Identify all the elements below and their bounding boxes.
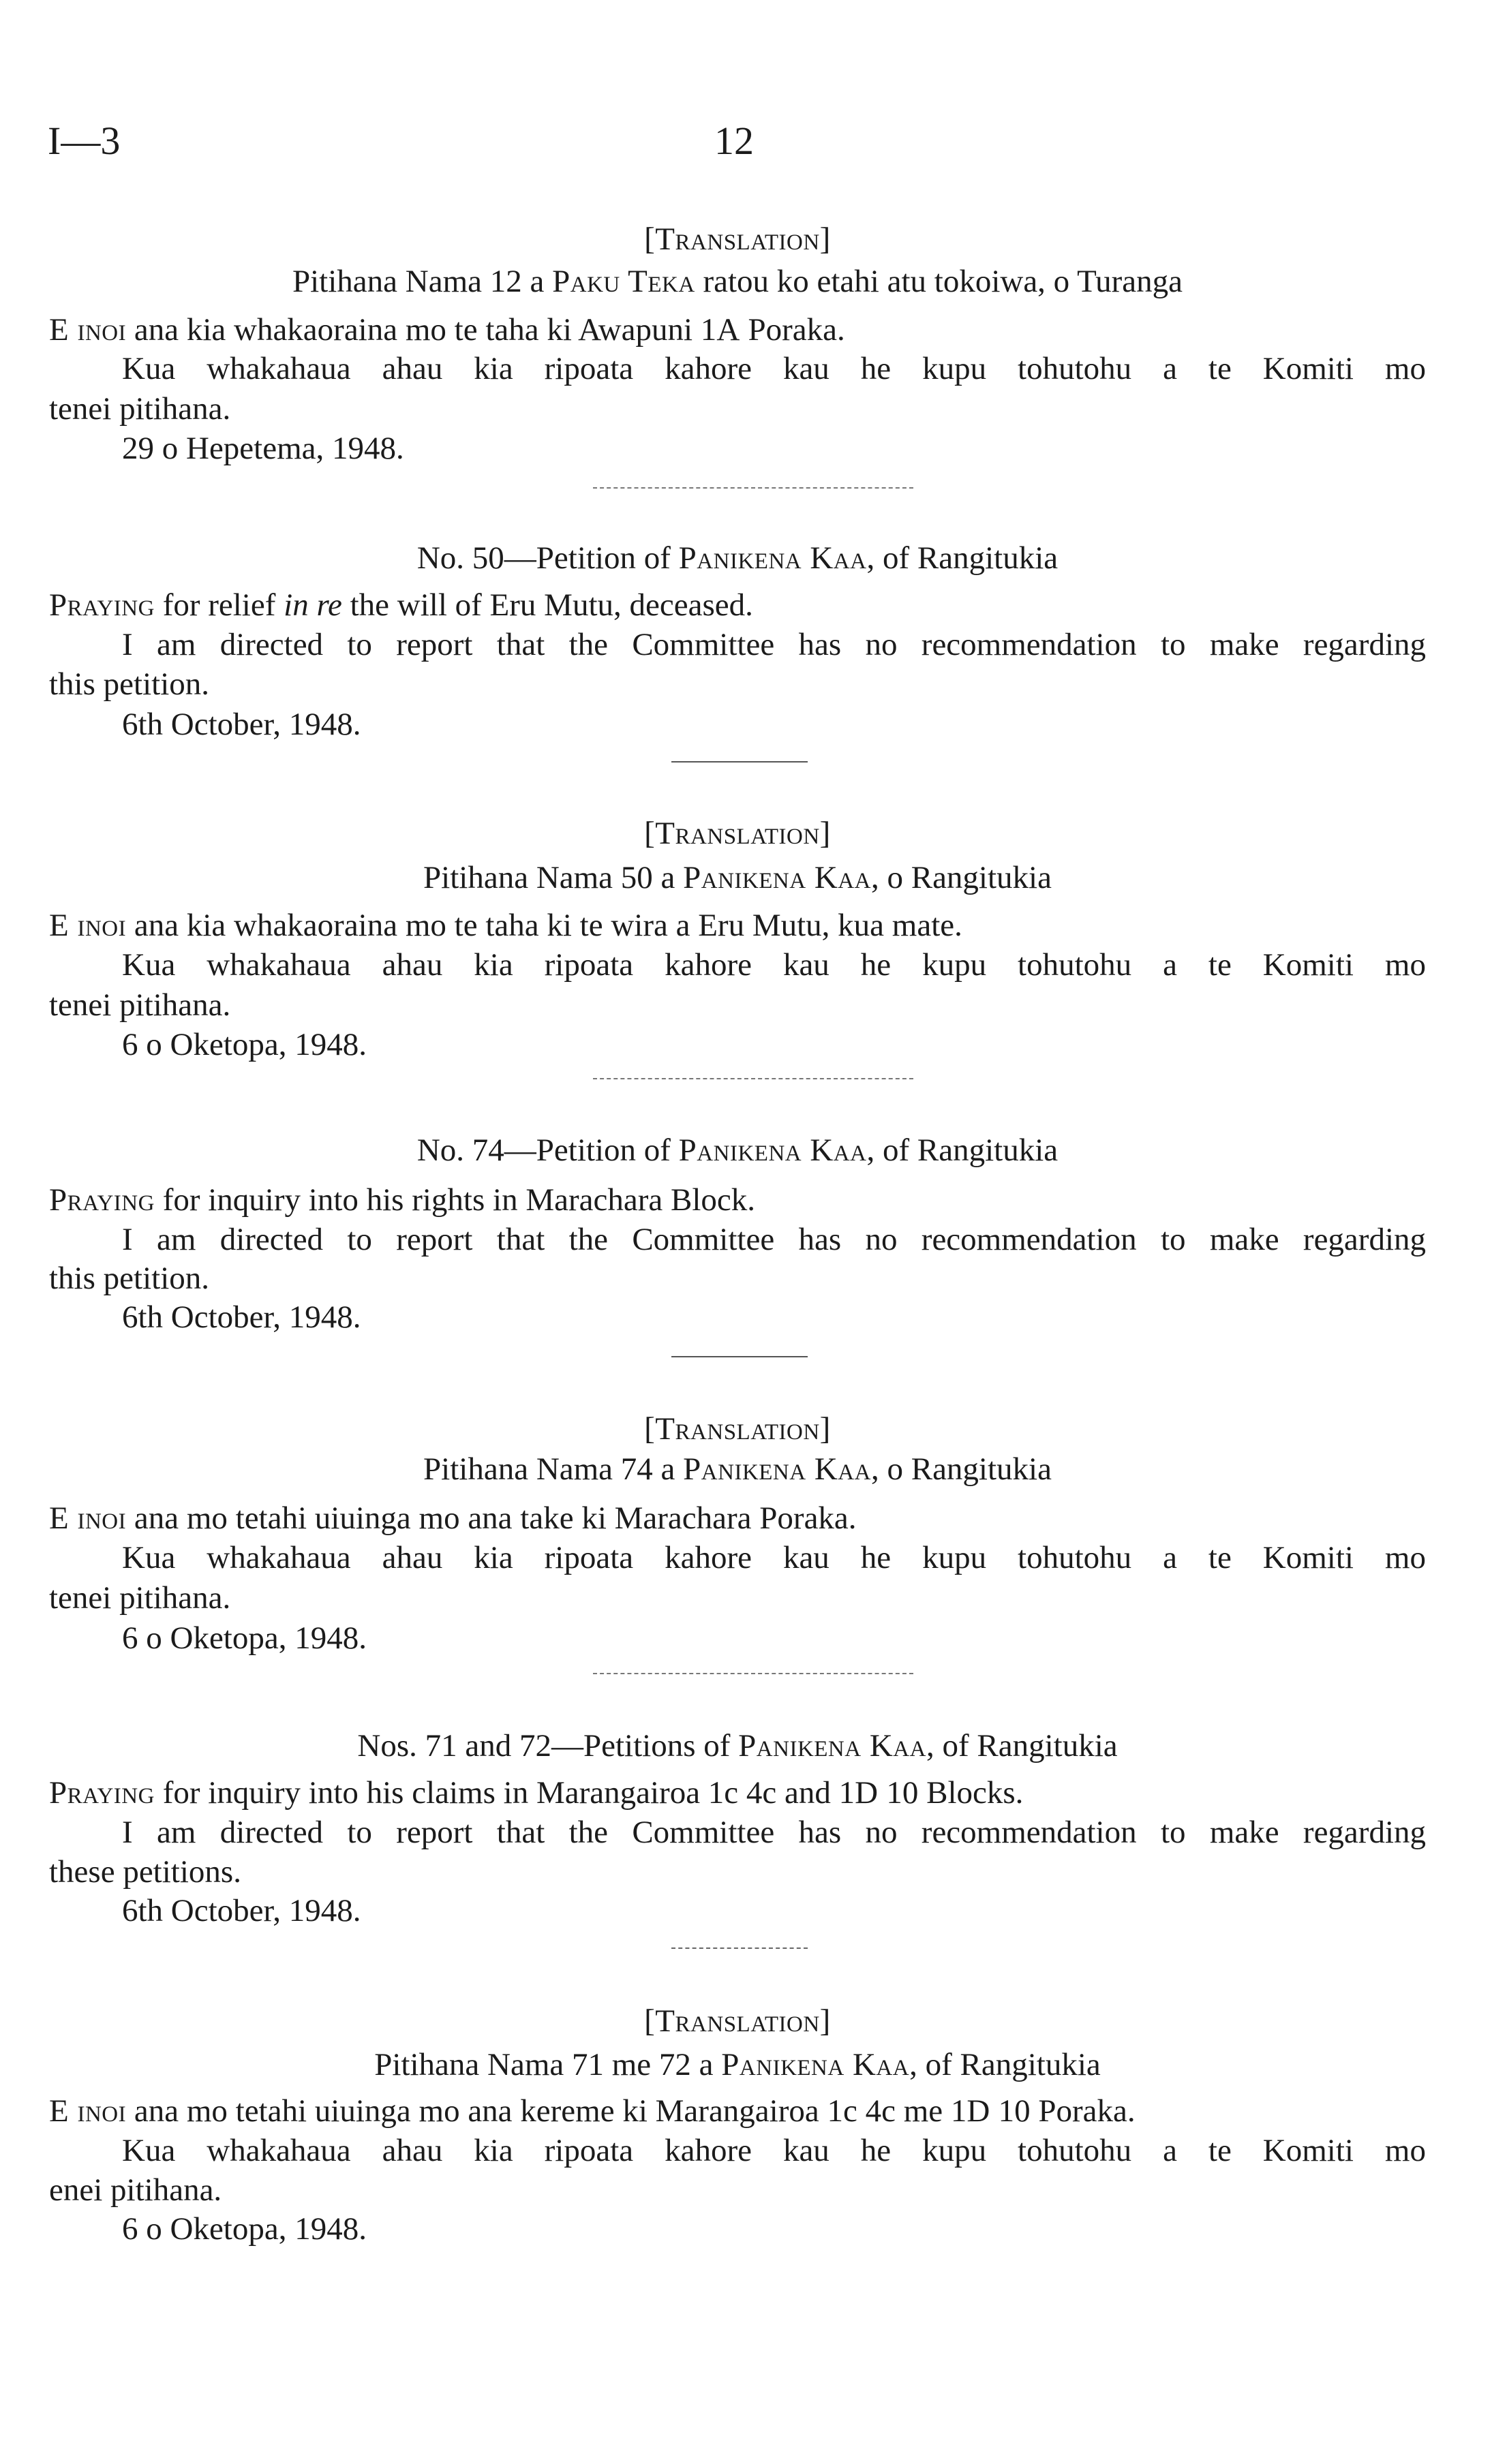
section-title: Pitihana Nama 71 me 72 a Panikena Kaa, of Rangitukia <box>374 2047 1101 2082</box>
section-lead: E inoi ana mo tetahi uiuinga mo ana kereme ki Marangairoa 1c 4c me 1D 10 Poraka. <box>49 2093 1136 2129</box>
section-date: 6th October, 1948. <box>122 707 361 742</box>
section-body-line: I am directed to report that the Committee has no recommendation to make regarding <box>122 1222 1426 1257</box>
section-title: No. 74—Petition of Panikena Kaa, of Rangitukia <box>416 1133 1059 1168</box>
section-divider <box>593 1078 913 1079</box>
document-reference: I—3 <box>48 119 121 163</box>
page-number: 12 <box>714 119 754 163</box>
section-lead: Praying for relief in re the will of Eru Mutu, deceased. <box>49 587 753 623</box>
translation-heading: [Translation] <box>644 221 831 257</box>
section-title: Nos. 71 and 72—Petitions of Panikena Kaa, of Rangitukia <box>357 1728 1118 1764</box>
section-title: Pitihana Nama 12 a Paku Teka ratou ko etahi atu tokoiwa, o Turanga <box>292 264 1183 299</box>
section-body-line: this petition. <box>49 1261 209 1296</box>
section-divider <box>671 1947 808 1949</box>
section-date: 29 o Hepetema, 1948. <box>122 431 404 466</box>
section-body-line: enei pitihana. <box>49 2172 222 2208</box>
section-body-line: Kua whakahaua ahau kia ripoata kahore kau he kupu tohutohu a te Komiti mo <box>122 947 1426 983</box>
section-body-line: these petitions. <box>49 1854 241 1890</box>
section-divider <box>671 761 808 763</box>
section-date: 6 o Oketopa, 1948. <box>122 2211 367 2247</box>
section-divider <box>671 1356 808 1357</box>
section-lead: Praying for inquiry into his claims in Marangairoa 1c 4c and 1D 10 Blocks. <box>49 1775 1024 1811</box>
section-title: Pitihana Nama 74 a Panikena Kaa, o Rangitukia <box>423 1451 1052 1487</box>
section-title: Pitihana Nama 50 a Panikena Kaa, o Rangitukia <box>423 860 1052 895</box>
section-divider <box>593 487 913 489</box>
section-body-line: tenei pitihana. <box>49 987 231 1023</box>
section-body-line: Kua whakahaua ahau kia ripoata kahore kau he kupu tohutohu a te Komiti mo <box>122 2133 1426 2168</box>
section-body-line: this petition. <box>49 666 209 702</box>
section-date: 6 o Oketopa, 1948. <box>122 1027 367 1062</box>
section-body-line: I am directed to report that the Committee has no recommendation to make regarding <box>122 1815 1426 1850</box>
section-lead: Praying for inquiry into his rights in Marachara Block. <box>49 1182 756 1218</box>
section-title: No. 50—Petition of Panikena Kaa, of Rangitukia <box>416 540 1059 576</box>
section-lead: E inoi ana mo tetahi uiuinga mo ana take ki Marachara Poraka. <box>49 1500 857 1536</box>
section-divider <box>593 1673 913 1674</box>
section-date: 6th October, 1948. <box>122 1299 361 1335</box>
translation-heading: [Translation] <box>644 816 831 851</box>
section-body-line: tenei pitihana. <box>49 391 231 427</box>
translation-heading: [Translation] <box>644 1411 831 1447</box>
section-date: 6 o Oketopa, 1948. <box>122 1620 367 1656</box>
section-lead: E inoi ana kia whakaoraina mo te taha ki te wira a Eru Mutu, kua mate. <box>49 908 962 943</box>
section-body-line: tenei pitihana. <box>49 1580 231 1616</box>
section-date: 6th October, 1948. <box>122 1893 361 1928</box>
section-body-line: Kua whakahaua ahau kia ripoata kahore kau he kupu tohutohu a te Komiti mo <box>122 351 1426 386</box>
translation-heading: [Translation] <box>644 2003 831 2039</box>
section-body-line: Kua whakahaua ahau kia ripoata kahore kau he kupu tohutohu a te Komiti mo <box>122 1540 1426 1575</box>
section-lead: E inoi ana kia whakaoraina mo te taha ki Awapuni 1A Poraka. <box>49 312 845 348</box>
section-body-line: I am directed to report that the Committee has no recommendation to make regarding <box>122 627 1426 662</box>
